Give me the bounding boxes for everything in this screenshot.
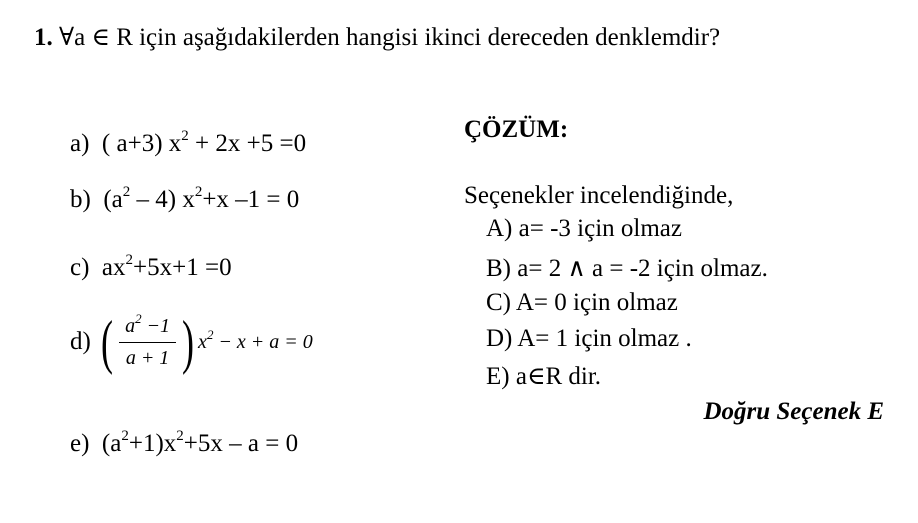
fraction-denominator: a + 1 xyxy=(125,346,170,369)
solution-line-e: E) a∈R dir. xyxy=(486,363,602,390)
option-d: d) ( $\frac{a^2 -1}{a + 1}$ ) $x^2 - x + a = 0$ xyxy=(70,309,313,375)
solution-line-c: C) A= 0 için olmaz xyxy=(486,289,678,316)
solution-line-a: A) a= -3 için olmaz xyxy=(486,215,682,242)
solution-intro: Seçenekler incelendiğinde, xyxy=(464,182,734,209)
right-paren: ) xyxy=(182,309,195,375)
question-text xyxy=(34,22,720,52)
fraction xyxy=(119,310,176,370)
option-e: e) $(a^2+1)x^2+5x - a = 0$ xyxy=(70,428,299,457)
solution-line-b: B) a= 2 ∧ a = -2 için olmaz. xyxy=(486,255,768,282)
left-paren: ( xyxy=(101,309,114,375)
option-c: c) $ax^2+5x+1 =0$ xyxy=(70,252,232,281)
question-number: 1. xyxy=(34,24,53,51)
option-a: a) ( a+3) $x^2 + 2x +5 =0$ xyxy=(70,128,307,157)
question-body: ∀a ∈ R için aşağıdakilerden hangisi ikinci dereceden denklemdir? xyxy=(59,24,721,51)
option-b: b) $(a^2 - 4)$ $x^2+x$ –1 = 0 xyxy=(70,184,300,213)
solution-title: ÇÖZÜM: xyxy=(464,116,569,143)
correct-answer: Doğru Seçenek E xyxy=(703,398,884,425)
option-d-rest: $x^2 - x + a = 0$ xyxy=(198,326,313,353)
solution-line-d: D) A= 1 için olmaz . xyxy=(486,325,692,352)
fraction-numerator: $a^2 -1$ xyxy=(119,315,176,343)
